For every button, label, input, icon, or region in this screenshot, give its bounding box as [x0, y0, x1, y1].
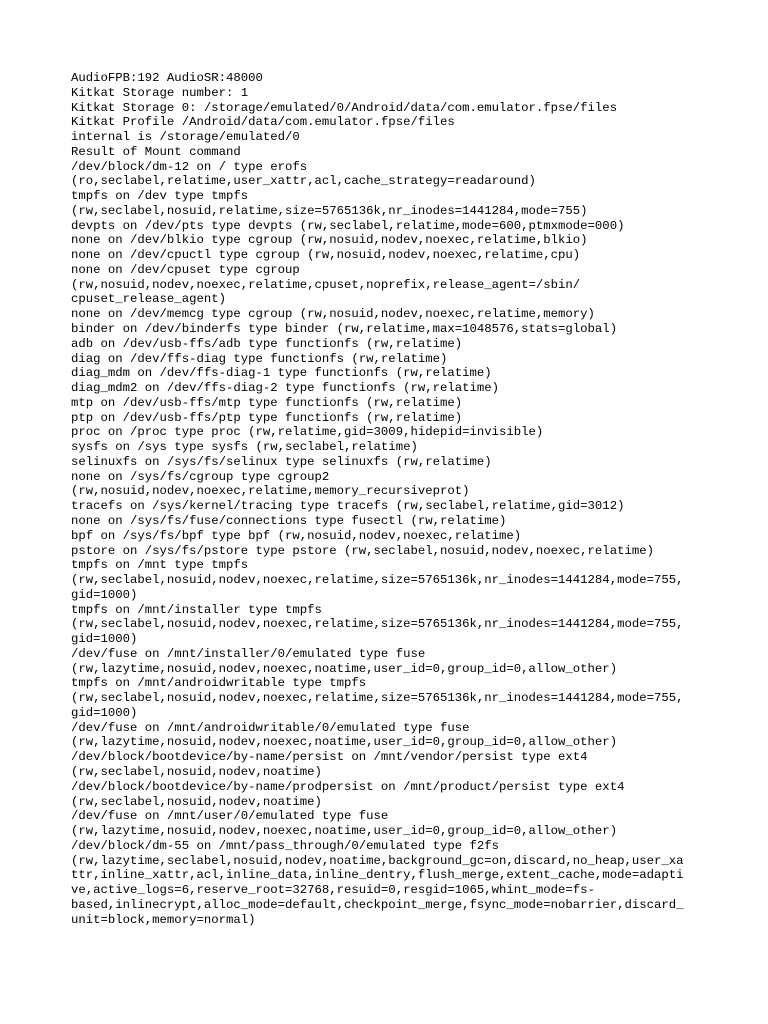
log-line: tmpfs on /mnt type tmpfs	[71, 558, 249, 573]
log-line: tmpfs on /mnt/androidwritable type tmpfs	[71, 676, 367, 691]
log-line: (ro,seclabel,relatime,user_xattr,acl,cache_strategy=readaround)	[71, 174, 536, 189]
log-line: (rw,seclabel,nosuid,relatime,size=5765136k,nr_inodes=1441284,mode=755)	[71, 203, 588, 218]
log-line: /dev/block/bootdevice/by-name/persist on /mnt/vendor/persist type ext4	[71, 750, 588, 765]
log-line: diag_mdm2 on /dev/ffs-diag-2 type functionfs (rw,relatime)	[71, 381, 500, 396]
log-line: devpts on /dev/pts type devpts (rw,seclabel,relatime,mode=600,ptmxmode=000)	[71, 218, 625, 233]
log-line: ttr,inline_xattr,acl,inline_data,inline_dentry,flush_merge,extent_cache,mode=adapti	[71, 868, 684, 883]
log-line: gid=1000)	[71, 587, 138, 602]
log-line: bpf on /sys/fs/bpf type bpf (rw,nosuid,nodev,noexec,relatime)	[71, 528, 522, 543]
log-line: based,inlinecrypt,alloc_mode=default,checkpoint_merge,fsync_mode=nobarrier,discard_	[71, 897, 684, 912]
log-line: /dev/fuse on /mnt/installer/0/emulated type fuse	[71, 646, 426, 661]
log-line: diag on /dev/ffs-diag type functionfs (rw,relatime)	[71, 351, 448, 366]
log-line: ve,active_logs=6,reserve_root=32768,resuid=0,resgid=1065,whint_mode=fs-	[71, 883, 595, 898]
log-line: (rw,seclabel,nosuid,nodev,noatime)	[71, 794, 322, 809]
log-document	[71, 71, 711, 927]
log-line: (rw,nosuid,nodev,noexec,relatime,cpuset,noprefix,release_agent=/sbin/	[71, 277, 581, 292]
log-line: (rw,lazytime,seclabel,nosuid,nodev,noatime,background_gc=on,discard,no_heap,user_xa	[71, 853, 684, 868]
log-line: none on /sys/fs/cgroup type cgroup2	[71, 469, 330, 484]
log-line: none on /sys/fs/fuse/connections type fusectl (rw,relatime)	[71, 513, 507, 528]
log-line: gid=1000)	[71, 705, 138, 720]
log-line: Kitkat Storage 0: /storage/emulated/0/Android/data/com.emulator.fpse/files	[71, 100, 618, 115]
log-line: Result of Mount command	[71, 144, 241, 159]
log-line: (rw,seclabel,nosuid,nodev,noexec,relatime,size=5765136k,nr_inodes=1441284,mode=755,	[71, 691, 684, 706]
log-line: mtp on /dev/usb-ffs/mtp type functionfs (rw,relatime)	[71, 395, 463, 410]
log-line: none on /dev/blkio type cgroup (rw,nosuid,nodev,noexec,relatime,blkio)	[71, 233, 588, 248]
log-line: (rw,lazytime,nosuid,nodev,noexec,noatime,user_id=0,group_id=0,allow_other)	[71, 735, 618, 750]
log-line: none on /dev/cpuctl type cgroup (rw,nosuid,nodev,noexec,relatime,cpu)	[71, 248, 581, 263]
log-line: tmpfs on /dev type tmpfs	[71, 189, 249, 204]
log-line: binder on /dev/binderfs type binder (rw,relatime,max=1048576,stats=global)	[71, 322, 618, 337]
log-line: unit=block,memory=normal)	[71, 912, 256, 927]
log-line: cpuset_release_agent)	[71, 292, 226, 307]
log-line: /dev/fuse on /mnt/androidwritable/0/emulated type fuse	[71, 720, 470, 735]
log-line: ptp on /dev/usb-ffs/ptp type functionfs (rw,relatime)	[71, 410, 463, 425]
log-line: tracefs on /sys/kernel/tracing type tracefs (rw,seclabel,relatime,gid=3012)	[71, 499, 625, 514]
log-line: selinuxfs on /sys/fs/selinux type selinuxfs (rw,relatime)	[71, 454, 492, 469]
log-line: (rw,lazytime,nosuid,nodev,noexec,noatime,user_id=0,group_id=0,allow_other)	[71, 824, 618, 839]
log-line: (rw,seclabel,nosuid,nodev,noatime)	[71, 764, 322, 779]
log-line: internal is /storage/emulated/0	[71, 130, 300, 145]
log-line: adb on /dev/usb-ffs/adb type functionfs (rw,relatime)	[71, 336, 463, 351]
log-line: (rw,nosuid,nodev,noexec,relatime,memory_recursiveprot)	[71, 484, 470, 499]
log-line: /dev/block/bootdevice/by-name/prodpersist on /mnt/product/persist type ext4	[71, 779, 625, 794]
log-line: sysfs on /sys type sysfs (rw,seclabel,relatime)	[71, 440, 418, 455]
log-line: Kitkat Profile /Android/data/com.emulator.fpse/files	[71, 115, 455, 130]
log-line: (rw,lazytime,nosuid,nodev,noexec,noatime,user_id=0,group_id=0,allow_other)	[71, 661, 618, 676]
log-line: tmpfs on /mnt/installer type tmpfs	[71, 602, 322, 617]
log-line: pstore on /sys/fs/pstore type pstore (rw,seclabel,nosuid,nodev,noexec,relatime)	[71, 543, 654, 558]
log-line: gid=1000)	[71, 632, 138, 647]
log-line: Kitkat Storage number: 1	[71, 85, 249, 100]
log-line: /dev/block/dm-55 on /mnt/pass_through/0/emulated type f2fs	[71, 838, 500, 853]
log-line: AudioFPB:192 AudioSR:48000	[71, 71, 263, 85]
log-line: (rw,seclabel,nosuid,nodev,noexec,relatime,size=5765136k,nr_inodes=1441284,mode=755,	[71, 617, 684, 632]
log-line: diag_mdm on /dev/ffs-diag-1 type functionfs (rw,relatime)	[71, 366, 492, 381]
log-line: none on /dev/memcg type cgroup (rw,nosuid,nodev,noexec,relatime,memory)	[71, 307, 595, 322]
log-line: /dev/fuse on /mnt/user/0/emulated type fuse	[71, 809, 389, 824]
log-line: none on /dev/cpuset type cgroup	[71, 262, 300, 277]
log-line: (rw,seclabel,nosuid,nodev,noexec,relatime,size=5765136k,nr_inodes=1441284,mode=755,	[71, 573, 684, 588]
log-line: /dev/block/dm-12 on / type erofs	[71, 159, 308, 174]
log-line: proc on /proc type proc (rw,relatime,gid=3009,hidepid=invisible)	[71, 425, 544, 440]
